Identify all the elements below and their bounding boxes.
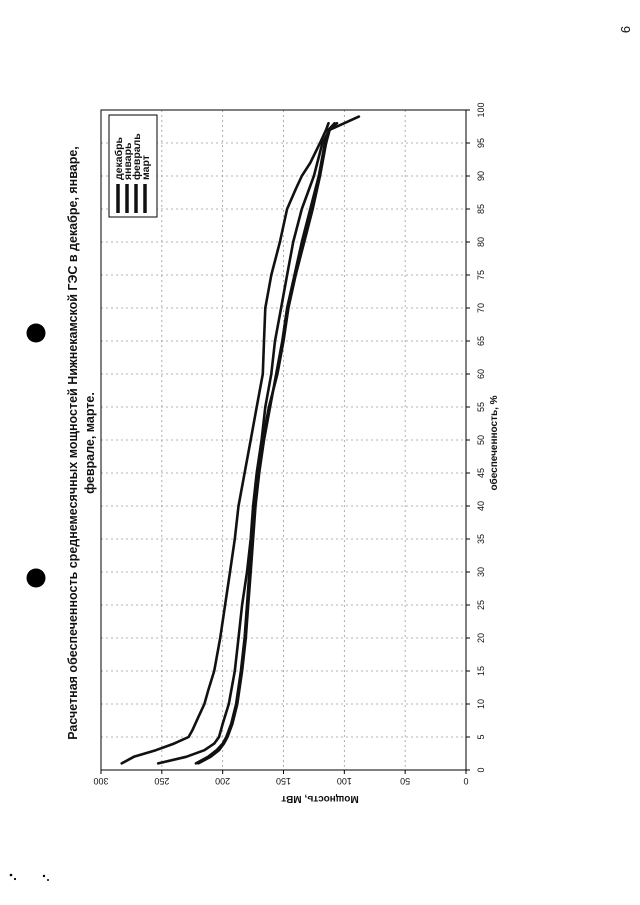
- page-number: 9: [618, 25, 634, 34]
- scan-speck: [43, 875, 45, 877]
- x-tick-label: 85: [476, 203, 486, 215]
- y-axis-title: Мощность, МВт: [281, 793, 359, 804]
- x-tick-label: 70: [476, 302, 486, 314]
- x-tick-label: 40: [476, 500, 486, 512]
- y-tick-label: 250: [154, 776, 170, 786]
- chart-title-line1: Расчетная обеспеченность среднемесячных мощностей Нижнекамской ГЭС в декабре, январе,: [66, 146, 80, 740]
- x-tick-label: 65: [476, 335, 486, 347]
- legend-label-1: декабрь: [113, 137, 125, 180]
- x-tick-label: 55: [476, 401, 486, 413]
- x-tick-label: 25: [476, 599, 486, 611]
- x-tick-label: 80: [476, 236, 486, 248]
- x-tick-label: 60: [476, 368, 486, 380]
- y-tick-label: 150: [275, 776, 292, 786]
- x-tick-label: 5: [476, 734, 486, 740]
- punch-hole-bottom: [27, 569, 46, 588]
- y-tick-label: 0: [463, 776, 469, 786]
- y-tick-label: 50: [400, 776, 411, 786]
- x-axis-title: обеспеченность, %: [489, 395, 500, 491]
- x-tick-label: 35: [476, 533, 486, 545]
- legend: [109, 115, 157, 217]
- series-line-3: [196, 123, 337, 763]
- x-tick-label: 15: [476, 665, 486, 677]
- legend-label-3: февраль: [131, 133, 143, 180]
- x-tick-label: 45: [476, 467, 486, 479]
- x-tick-label: 0: [476, 767, 486, 773]
- chart-title: [66, 146, 97, 740]
- y-tick-label: 300: [93, 776, 109, 786]
- x-tick-label: 10: [476, 698, 486, 710]
- legend-label-4: март: [140, 155, 152, 180]
- legend-label-2: январь: [122, 142, 134, 180]
- x-tick-label: 90: [476, 170, 486, 182]
- x-tick-label: 20: [476, 632, 486, 644]
- y-tick-label: 200: [215, 776, 231, 786]
- x-tick-label: 75: [476, 269, 486, 281]
- y-tick-label: 100: [336, 776, 352, 786]
- x-tick-label: 30: [476, 566, 486, 578]
- x-tick-label: 95: [476, 137, 486, 149]
- series-line-1: [122, 123, 329, 763]
- scan-speck: [47, 879, 49, 881]
- punch-hole-top: [27, 324, 46, 343]
- scan-speck: [10, 874, 13, 877]
- scan-speck: [14, 878, 16, 880]
- series-line-2: [158, 117, 359, 764]
- series-line-4: [198, 123, 334, 763]
- x-tick-label: 100: [476, 102, 486, 118]
- x-tick-label: 50: [476, 434, 486, 446]
- chart-title-line2: феврале, марте.: [83, 392, 97, 494]
